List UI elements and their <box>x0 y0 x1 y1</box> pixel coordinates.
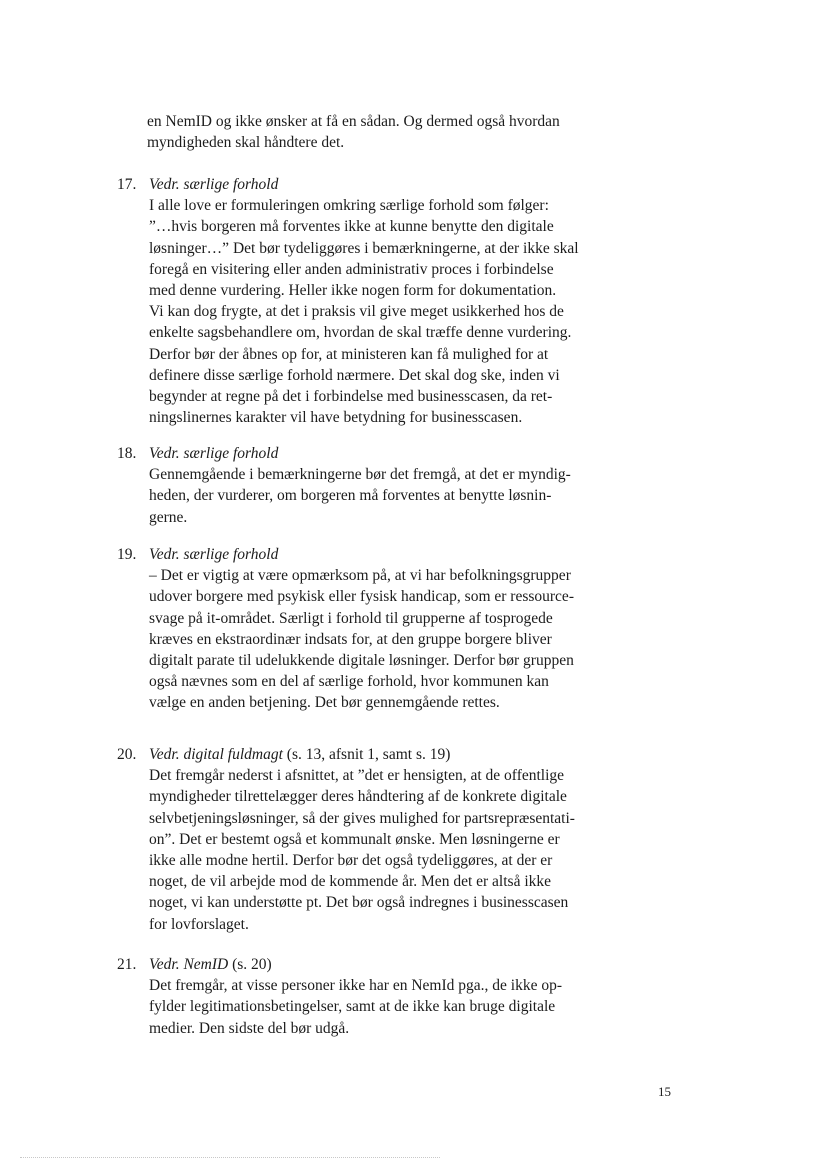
item-heading <box>149 744 627 765</box>
intro-paragraph <box>147 111 627 153</box>
item-content <box>149 954 627 1039</box>
paragraph-line: definere disse særlige forhold nærmere. Det skal dog ske, inden vi <box>149 366 560 384</box>
paragraph-line: Det fremgår, at visse personer ikke har en NemId pga., de ikke op- <box>149 977 562 995</box>
paragraph-line: selvbetjeningsløsninger, så der gives mulighed for partsrepræsentati- <box>149 809 575 827</box>
paragraph-line: gerne. <box>149 508 188 526</box>
paragraph-line: med denne vurdering. Heller ikke nogen form for dokumentation. <box>149 282 557 300</box>
item-heading-italic: Vedr. NemID <box>149 956 229 973</box>
paragraph-line: I alle love er formuleringen omkring særlige forhold som følger: <box>149 197 549 215</box>
item-content <box>149 744 627 935</box>
page-number: 15 <box>658 1084 671 1099</box>
item-number: 21. <box>117 956 137 973</box>
paragraph-line: ”…hvis borgeren må forventes ikke at kunne benytte den digitale <box>149 218 554 236</box>
paragraph-line: Det fremgår nederst i afsnittet, at ”det er hensigten, at de offentlige <box>149 767 565 785</box>
item-content <box>149 544 627 714</box>
paragraph-line: foregå en visitering eller anden administrativ proces i forbindelse <box>149 260 554 278</box>
item-heading <box>149 544 627 565</box>
item-heading-reference: (s. 13, afsnit 1, samt s. 19) <box>282 746 451 763</box>
paragraph-line: enkelte sagsbehandlere om, hvordan de skal træffe denne vurdering. <box>149 324 572 342</box>
paragraph-line: heden, der vurderer, om borgeren må forventes at benytte løsnin- <box>149 487 552 505</box>
item-heading-italic: Vedr. særlige forhold <box>149 445 279 462</box>
paragraph-line: – Det er vigtig at være opmærksom på, at vi har befolkningsgrupper <box>149 567 571 585</box>
paragraph-line: en NemID og ikke ønsker at få en sådan. Og dermed også hvordan <box>147 113 560 130</box>
paragraph-line: for lovforslaget. <box>149 915 249 933</box>
paragraph-line: udover borgere med psykisk eller fysisk handicap, som er ressource- <box>149 588 574 606</box>
paragraph-line: begynder at regne på det i forbindelse med businesscasen, da ret- <box>149 388 553 406</box>
paragraph-line: også nævnes som en del af særlige forhold, hvor kommunen kan <box>149 673 549 691</box>
item-heading-italic: Vedr. digital fuldmagt <box>149 746 283 763</box>
paragraph-line: kræves en ekstraordinær indsats for, at den gruppe borgere bliver <box>149 630 552 648</box>
paragraph-line: noget, de vil arbejde mod de kommende år. Men det er altså ikke <box>149 873 552 891</box>
paragraph-line: on”. Det er bestemt også et kommunalt ønske. Men løsningerne er <box>149 830 560 848</box>
paragraph-line: Gennemgående i bemærkningerne bør det fremgå, at det er myndig- <box>149 466 571 484</box>
item-content <box>149 443 627 528</box>
item-heading-italic: Vedr. særlige forhold <box>149 176 279 193</box>
paragraph-line: ikke alle modne hertil. Derfor bør det også tydeliggøres, at der er <box>149 852 553 870</box>
item-number: 18. <box>117 445 137 462</box>
paragraph-line: løsninger…” Det bør tydeliggøres i bemærkningerne, at der ikke skal <box>149 239 579 257</box>
paragraph-line: fylder legitimationsbetingelser, samt at de ikke kan bruge digitale <box>149 998 556 1016</box>
item-heading-italic: Vedr. særlige forhold <box>149 546 279 563</box>
paragraph-line: Derfor bør der åbnes op for, at ministeren kan få mulighed for at <box>149 345 549 363</box>
paragraph-line: digitalt parate til udelukkende digitale løsninger. Derfor bør gruppen <box>149 652 574 670</box>
item-heading <box>149 174 627 195</box>
paragraph-line: Vi kan dog frygte, at det i praksis vil give meget usikkerhed hos de <box>149 303 564 321</box>
paragraph-line: ningslinernes karakter vil have betydning for businesscasen. <box>149 409 523 427</box>
paragraph-line: myndigheder tilrettelægger deres håndtering af de konkrete digitale <box>149 788 567 806</box>
item-number: 20. <box>117 746 137 763</box>
paragraph-line: medier. Den sidste del bør udgå. <box>149 1019 350 1037</box>
paragraph-line: svage på it-området. Særligt i forhold til grupperne af tosprogede <box>149 609 553 627</box>
item-heading <box>149 443 627 464</box>
item-number: 17. <box>117 176 137 193</box>
item-heading-reference: (s. 20) <box>228 956 272 973</box>
paragraph-line: vælge en anden betjening. Det bør gennemgående rettes. <box>149 694 500 712</box>
paragraph-line: myndigheden skal håndtere det. <box>147 134 345 152</box>
scan-edge-artifact <box>20 1157 440 1158</box>
item-heading <box>149 954 627 975</box>
item-content <box>149 174 627 428</box>
item-number: 19. <box>117 546 137 563</box>
paragraph-line: noget, vi kan understøtte pt. Det bør også indregnes i businesscasen <box>149 894 569 912</box>
